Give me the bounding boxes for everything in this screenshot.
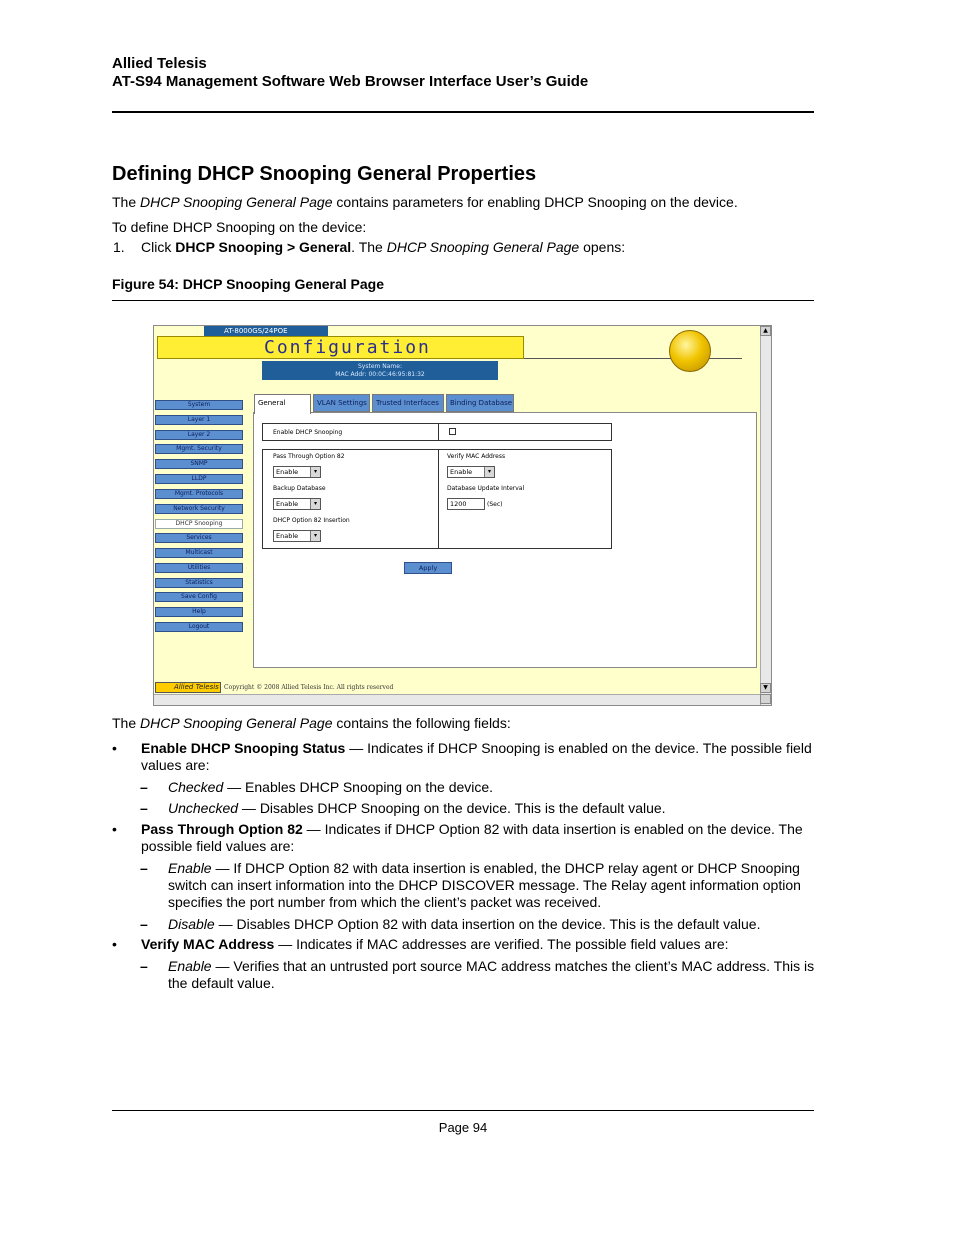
scroll-down-icon[interactable]: ▼ <box>760 683 771 693</box>
nav-services[interactable]: Services <box>155 533 243 543</box>
select-value: Enable <box>276 532 299 540</box>
dash-marker: – <box>140 800 148 816</box>
company-name: Allied Telesis <box>112 55 207 72</box>
page-name: DHCP Snooping General Page <box>386 239 580 255</box>
dash-marker: – <box>140 860 148 876</box>
chevron-down-icon: ▾ <box>310 531 320 541</box>
select-value: Enable <box>276 468 299 476</box>
text: . The <box>351 239 387 255</box>
value-checked <box>168 779 816 796</box>
page-name: DHCP Snooping General Page <box>140 715 333 731</box>
text: The <box>112 715 141 731</box>
figure-caption: Figure 54: DHCP Snooping General Page <box>112 276 385 292</box>
mac-address: MAC Addr: 00:0C:46:95:81:32 <box>335 371 425 378</box>
text: contains the following fields: <box>332 715 511 731</box>
text: — Disables DHCP Snooping on the device. This is the default value. <box>238 800 666 816</box>
scroll-up-icon[interactable]: ▲ <box>760 326 771 336</box>
value-verify-enable <box>168 958 816 992</box>
copyright-text: Copyright © 2008 Allied Telesis Inc. All rights reserved <box>224 684 394 691</box>
pass-through-label: Pass Through Option 82 <box>273 453 345 460</box>
screenshot-figure <box>153 325 772 706</box>
value-name: Checked <box>168 779 224 795</box>
backup-database-select[interactable] <box>273 498 321 510</box>
nav-mgmt-protocols[interactable]: Mgmt. Protocols <box>155 489 243 499</box>
nav-mgmt-security[interactable]: Mgmt. Security <box>155 444 243 454</box>
tab-trusted-interfaces[interactable]: Trusted Interfaces <box>372 394 444 412</box>
enable-dhcp-snooping-checkbox[interactable] <box>449 428 456 435</box>
bullet-marker: • <box>112 821 117 837</box>
bullet-verify-mac <box>141 936 816 953</box>
chevron-down-icon: ▾ <box>310 499 320 509</box>
section-title: Defining DHCP Snooping General Properties <box>112 163 537 185</box>
tab-general[interactable]: General <box>254 394 311 414</box>
menu-path: DHCP Snooping > General <box>175 239 352 255</box>
apply-button[interactable]: Apply <box>404 562 452 574</box>
field-name: Enable DHCP Snooping Status <box>141 740 346 756</box>
verify-mac-select[interactable] <box>447 466 495 478</box>
horizontal-scrollbar[interactable] <box>154 694 760 705</box>
nav-multicast[interactable]: Multicast <box>155 548 243 558</box>
text: — Disables DHCP Option 82 with data insertion on the device. This is the default value. <box>214 916 761 932</box>
text: contains parameters for enabling DHCP Snooping on the device. <box>332 194 738 210</box>
enable-row-divider <box>438 423 439 441</box>
text: — Verifies that an untrusted port source MAC address matches the client’s MAC address. This is the default value. <box>168 958 815 991</box>
nav-utilities[interactable]: Utilities <box>155 563 243 573</box>
value-name: Enable <box>168 958 212 974</box>
section-intro <box>112 194 814 211</box>
select-value: Enable <box>450 468 473 476</box>
dash-marker: – <box>140 916 148 932</box>
value-unchecked <box>168 800 816 817</box>
step-text <box>141 239 625 256</box>
value-name: Enable <box>168 860 212 876</box>
nav-network-security[interactable]: Network Security <box>155 504 243 514</box>
bullet-pass-through <box>141 821 816 855</box>
text: — Indicates if DHCP Option 82 with data insertion is enabled on the device. The possible field values are: <box>141 821 803 854</box>
update-interval-unit: (Sec) <box>487 501 503 508</box>
procedure-intro: To define DHCP Snooping on the device: <box>112 219 367 235</box>
nav-lldp[interactable]: LLDP <box>155 474 243 484</box>
chevron-down-icon: ▾ <box>310 467 320 477</box>
select-value: Enable <box>276 500 299 508</box>
tab-binding-database[interactable]: Binding Database <box>446 394 514 412</box>
option82-insertion-label: DHCP Option 82 Insertion <box>273 517 350 524</box>
header-rule <box>112 111 814 113</box>
value-name: Unchecked <box>168 800 239 816</box>
vertical-scrollbar[interactable] <box>760 326 771 705</box>
pass-through-select[interactable] <box>273 466 321 478</box>
text: — Enables DHCP Snooping on the device. <box>223 779 494 795</box>
value-disable <box>168 916 816 933</box>
text: — Indicates if MAC addresses are verified. The possible field values are: <box>274 936 729 952</box>
value-enable <box>168 860 816 911</box>
field-name: Pass Through Option 82 <box>141 821 303 837</box>
scroll-corner <box>760 694 771 704</box>
nav-system[interactable]: System <box>155 400 243 410</box>
system-info-box <box>262 361 498 380</box>
caption-rule <box>112 300 814 301</box>
configuration-title: Configuration <box>264 337 431 358</box>
model-tab: AT-8000GS/24POE <box>204 326 328 336</box>
page-number: Page 94 <box>438 1120 488 1135</box>
option82-insertion-select[interactable] <box>273 530 321 542</box>
footer-rule <box>112 1110 814 1111</box>
field-name: Verify MAC Address <box>141 936 275 952</box>
chevron-down-icon: ▾ <box>484 467 494 477</box>
nav-snmp[interactable]: SNMP <box>155 459 243 469</box>
guide-title: AT-S94 Management Software Web Browser Interface User’s Guide <box>112 73 589 90</box>
fields-intro <box>112 715 814 732</box>
system-name: System Name: <box>357 363 402 370</box>
dash-marker: – <box>140 779 148 795</box>
bullet-enable-status <box>141 740 816 774</box>
text: The <box>112 194 141 210</box>
backup-database-label: Backup Database <box>273 485 326 492</box>
verify-mac-label: Verify MAC Address <box>447 453 506 460</box>
value-name: Disable <box>168 916 215 932</box>
update-interval-input[interactable]: 1200 <box>447 498 485 510</box>
allied-telesis-logo: Allied Telesis <box>155 682 221 693</box>
text: — If DHCP Option 82 with data insertion is enabled, the DHCP relay agent or DHCP Snooping switch can insert information into the DHCP DISCOVER message. The Relay agent information option specifies the port number from which the client’s packet was received. <box>168 860 801 910</box>
nav-dhcp-snooping[interactable]: DHCP Snooping <box>155 519 243 529</box>
nav-layer2[interactable]: Layer 2 <box>155 430 243 440</box>
page-name: DHCP Snooping General Page <box>140 194 333 210</box>
nav-layer1[interactable]: Layer 1 <box>155 415 243 425</box>
nav-save-config[interactable]: Save Config <box>155 592 243 602</box>
bullet-marker: • <box>112 936 117 952</box>
bullet-marker: • <box>112 740 117 756</box>
text: — Indicates if DHCP Snooping is enabled on the device. The possible field values are: <box>141 740 812 773</box>
nav-statistics[interactable]: Statistics <box>155 578 243 588</box>
text: Click <box>141 239 176 255</box>
globe-logo-icon <box>669 330 711 372</box>
nav-help[interactable]: Help <box>155 607 243 617</box>
update-interval-label: Database Update Interval <box>447 485 525 492</box>
dash-marker: – <box>140 958 148 974</box>
tab-vlan-settings[interactable]: VLAN Settings <box>313 394 370 412</box>
nav-logout[interactable]: Logout <box>155 622 243 632</box>
options-divider <box>438 449 439 549</box>
enable-dhcp-snooping-label: Enable DHCP Snooping <box>273 429 343 436</box>
step-number: 1. <box>113 239 125 255</box>
text: opens: <box>579 239 626 255</box>
